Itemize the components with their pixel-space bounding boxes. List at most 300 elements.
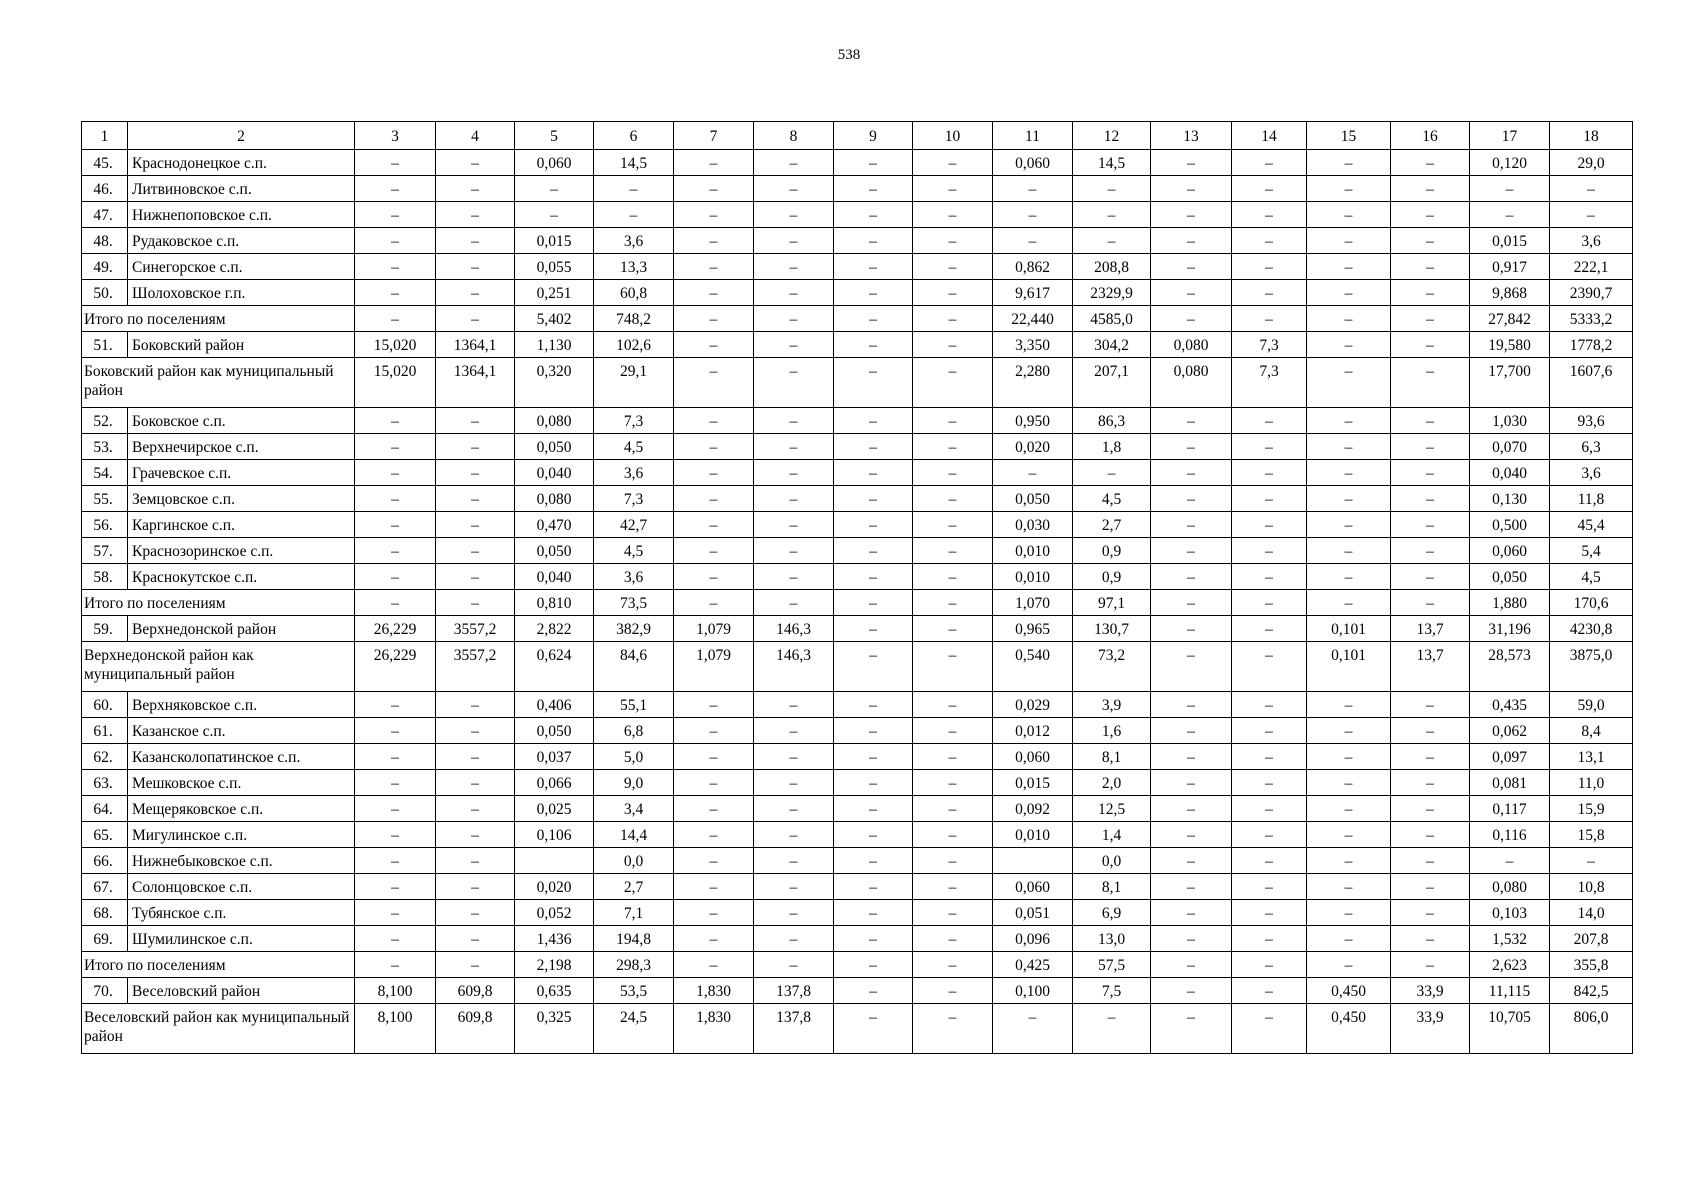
table-cell: 7,5 bbox=[1073, 978, 1151, 1004]
table-cell: – bbox=[834, 692, 913, 718]
table-cell: 14,0 bbox=[1550, 900, 1633, 926]
row-number: 68. bbox=[82, 900, 128, 926]
row-number: 56. bbox=[82, 512, 128, 538]
table-cell: – bbox=[1391, 796, 1470, 822]
table-cell: – bbox=[834, 770, 913, 796]
table-cell: – bbox=[1307, 150, 1391, 176]
table-cell: – bbox=[1232, 978, 1307, 1004]
table-cell: 4,5 bbox=[594, 538, 674, 564]
table-cell: 5333,2 bbox=[1550, 306, 1633, 332]
table-cell: 1,079 bbox=[674, 616, 754, 642]
table-cell: 1364,1 bbox=[436, 332, 515, 358]
table-cell: 6,9 bbox=[1073, 900, 1151, 926]
table-cell: 7,3 bbox=[1232, 358, 1307, 408]
table-cell: – bbox=[913, 770, 993, 796]
table-cell: – bbox=[834, 176, 913, 202]
table-cell: – bbox=[1151, 228, 1232, 254]
table-cell: 6,3 bbox=[1550, 434, 1633, 460]
table-row bbox=[82, 900, 1633, 926]
table-cell: 3,6 bbox=[1550, 460, 1633, 486]
table-cell: 0,425 bbox=[993, 952, 1073, 978]
table-cell: – bbox=[674, 460, 754, 486]
table-cell: 137,8 bbox=[754, 978, 834, 1004]
table-cell: – bbox=[355, 952, 436, 978]
table-cell: 3,6 bbox=[594, 460, 674, 486]
row-label: Итого по поселениям bbox=[82, 590, 355, 616]
table-row bbox=[82, 150, 1633, 176]
table-cell: 4,5 bbox=[1550, 564, 1633, 590]
table-cell: – bbox=[1391, 280, 1470, 306]
table-cell: – bbox=[754, 822, 834, 848]
table-cell: – bbox=[1307, 176, 1391, 202]
table-cell: 0,097 bbox=[1470, 744, 1550, 770]
table-cell: – bbox=[913, 486, 993, 512]
table-cell: – bbox=[993, 460, 1073, 486]
table-cell: 29,1 bbox=[594, 358, 674, 408]
table-cell: – bbox=[674, 744, 754, 770]
row-name: Мигулинское с.п. bbox=[128, 822, 355, 848]
row-name: Краснодонецкое с.п. bbox=[128, 150, 355, 176]
table-cell: 6,8 bbox=[594, 718, 674, 744]
table-cell: – bbox=[834, 228, 913, 254]
table-cell: 3,6 bbox=[1550, 228, 1633, 254]
table-cell: – bbox=[1232, 952, 1307, 978]
table-cell: 0,040 bbox=[515, 564, 594, 590]
table-cell: – bbox=[436, 874, 515, 900]
table-cell: – bbox=[834, 202, 913, 228]
column-header: 2 bbox=[128, 122, 355, 150]
table-cell: – bbox=[1151, 642, 1232, 692]
table-cell: 3,6 bbox=[594, 228, 674, 254]
table-cell: 1,880 bbox=[1470, 590, 1550, 616]
table-cell: – bbox=[754, 228, 834, 254]
table-cell: 42,7 bbox=[594, 512, 674, 538]
table-cell: – bbox=[834, 744, 913, 770]
table-cell: 0,020 bbox=[993, 434, 1073, 460]
table-cell: 5,4 bbox=[1550, 538, 1633, 564]
table-cell: 748,2 bbox=[594, 306, 674, 332]
row-name: Земцовское с.п. bbox=[128, 486, 355, 512]
table-cell: – bbox=[674, 590, 754, 616]
table-cell: 86,3 bbox=[1073, 408, 1151, 434]
table-cell: – bbox=[674, 280, 754, 306]
table-cell: – bbox=[754, 874, 834, 900]
table-cell: – bbox=[355, 796, 436, 822]
row-name: Каргинское с.п. bbox=[128, 512, 355, 538]
table-cell: – bbox=[993, 228, 1073, 254]
table-cell: – bbox=[355, 538, 436, 564]
table-cell: – bbox=[1232, 590, 1307, 616]
table-cell: – bbox=[913, 512, 993, 538]
row-number: 53. bbox=[82, 434, 128, 460]
table-cell: – bbox=[1151, 770, 1232, 796]
table-cell: 9,868 bbox=[1470, 280, 1550, 306]
row-number: 66. bbox=[82, 848, 128, 874]
row-number: 61. bbox=[82, 718, 128, 744]
table-cell: – bbox=[913, 642, 993, 692]
table-cell: – bbox=[594, 176, 674, 202]
column-header: 1 bbox=[82, 122, 128, 150]
table-cell: – bbox=[1151, 822, 1232, 848]
table-row bbox=[82, 796, 1633, 822]
table-cell: 0,010 bbox=[993, 564, 1073, 590]
table-cell: – bbox=[1391, 538, 1470, 564]
table-cell: 0,010 bbox=[993, 538, 1073, 564]
table-cell: – bbox=[1151, 744, 1232, 770]
table-cell: – bbox=[834, 874, 913, 900]
table-cell: 0,0 bbox=[1073, 848, 1151, 874]
table-cell: 55,1 bbox=[594, 692, 674, 718]
table-cell: – bbox=[436, 718, 515, 744]
table-cell: 0,450 bbox=[1307, 978, 1391, 1004]
table-cell: 0,010 bbox=[993, 822, 1073, 848]
table-cell: 0,950 bbox=[993, 408, 1073, 434]
table-cell: – bbox=[355, 770, 436, 796]
column-header: 8 bbox=[754, 122, 834, 150]
column-header: 3 bbox=[355, 122, 436, 150]
table-cell: – bbox=[1307, 590, 1391, 616]
table-cell: – bbox=[834, 718, 913, 744]
data-table bbox=[81, 121, 1633, 1054]
table-cell: 609,8 bbox=[436, 1004, 515, 1054]
table-cell: – bbox=[834, 1004, 913, 1054]
table-cell: – bbox=[1307, 486, 1391, 512]
table-cell: 0,470 bbox=[515, 512, 594, 538]
table-cell: 609,8 bbox=[436, 978, 515, 1004]
table-cell: 0,029 bbox=[993, 692, 1073, 718]
column-header: 12 bbox=[1073, 122, 1151, 150]
table-cell: – bbox=[1151, 486, 1232, 512]
table-cell: – bbox=[1391, 254, 1470, 280]
table-cell: – bbox=[436, 796, 515, 822]
table-cell: – bbox=[674, 900, 754, 926]
table-cell: 170,6 bbox=[1550, 590, 1633, 616]
table-cell: 0,251 bbox=[515, 280, 594, 306]
table-cell: – bbox=[1232, 176, 1307, 202]
table-cell: 207,1 bbox=[1073, 358, 1151, 408]
table-cell: 14,5 bbox=[594, 150, 674, 176]
table-cell: – bbox=[1391, 770, 1470, 796]
table-cell: 842,5 bbox=[1550, 978, 1633, 1004]
table-cell: 11,115 bbox=[1470, 978, 1550, 1004]
row-name: Солонцовское с.п. bbox=[128, 874, 355, 900]
table-cell: – bbox=[674, 952, 754, 978]
subtotal-row bbox=[82, 1004, 1633, 1054]
row-number: 64. bbox=[82, 796, 128, 822]
table-cell: – bbox=[1391, 900, 1470, 926]
table-cell: 0,050 bbox=[515, 718, 594, 744]
row-number: 63. bbox=[82, 770, 128, 796]
table-cell: – bbox=[993, 1004, 1073, 1054]
table-cell: 9,0 bbox=[594, 770, 674, 796]
table-cell: – bbox=[674, 564, 754, 590]
table-cell: 26,229 bbox=[355, 642, 436, 692]
table-cell: 0,070 bbox=[1470, 434, 1550, 460]
table-cell: 0,015 bbox=[515, 228, 594, 254]
table-row bbox=[82, 408, 1633, 434]
table-cell: 0,060 bbox=[993, 744, 1073, 770]
table-cell: 24,5 bbox=[594, 1004, 674, 1054]
table-cell: – bbox=[834, 952, 913, 978]
table-cell: – bbox=[1307, 202, 1391, 228]
subtotal-row bbox=[82, 358, 1633, 408]
table-cell: 1,830 bbox=[674, 1004, 754, 1054]
table-cell: 3,4 bbox=[594, 796, 674, 822]
table-cell: 53,5 bbox=[594, 978, 674, 1004]
table-row bbox=[82, 848, 1633, 874]
table-cell: – bbox=[1151, 434, 1232, 460]
row-name: Литвиновское с.п. bbox=[128, 176, 355, 202]
table-cell: – bbox=[1307, 900, 1391, 926]
table-cell: – bbox=[1151, 538, 1232, 564]
table-cell: 22,440 bbox=[993, 306, 1073, 332]
table-cell: – bbox=[1307, 460, 1391, 486]
table-cell: – bbox=[1307, 332, 1391, 358]
table-cell: 5,0 bbox=[594, 744, 674, 770]
table-cell: – bbox=[754, 848, 834, 874]
column-header: 10 bbox=[913, 122, 993, 150]
table-cell: – bbox=[913, 564, 993, 590]
row-number: 70. bbox=[82, 978, 128, 1004]
table-cell: – bbox=[1550, 202, 1633, 228]
table-cell: 0,435 bbox=[1470, 692, 1550, 718]
table-cell: – bbox=[834, 616, 913, 642]
row-number: 60. bbox=[82, 692, 128, 718]
table-cell: – bbox=[355, 512, 436, 538]
table-cell: – bbox=[355, 926, 436, 952]
table-cell: – bbox=[754, 744, 834, 770]
table-cell: – bbox=[754, 900, 834, 926]
table-cell: 0,080 bbox=[515, 486, 594, 512]
table-cell: 2,198 bbox=[515, 952, 594, 978]
page-number: 538 bbox=[837, 47, 861, 63]
table-cell: – bbox=[674, 434, 754, 460]
table-cell: – bbox=[1232, 900, 1307, 926]
table-cell: – bbox=[594, 202, 674, 228]
table-cell: 382,9 bbox=[594, 616, 674, 642]
table-cell: 26,229 bbox=[355, 616, 436, 642]
table-cell: – bbox=[913, 900, 993, 926]
table-cell: 3557,2 bbox=[436, 642, 515, 692]
table-cell: – bbox=[1232, 770, 1307, 796]
table-cell: – bbox=[436, 926, 515, 952]
table-cell: 0,101 bbox=[1307, 642, 1391, 692]
table-cell: 0,050 bbox=[515, 434, 594, 460]
table-cell: – bbox=[754, 796, 834, 822]
table-cell: – bbox=[834, 306, 913, 332]
table-cell: – bbox=[1391, 176, 1470, 202]
table-cell: 1,4 bbox=[1073, 822, 1151, 848]
table-cell: – bbox=[834, 512, 913, 538]
table-cell: – bbox=[355, 176, 436, 202]
table-cell: 0,015 bbox=[1470, 228, 1550, 254]
table-cell: – bbox=[1391, 926, 1470, 952]
table-cell: – bbox=[515, 202, 594, 228]
table-cell: – bbox=[834, 538, 913, 564]
table-cell: – bbox=[1307, 512, 1391, 538]
table-cell: – bbox=[834, 254, 913, 280]
table-cell: – bbox=[355, 408, 436, 434]
table-cell: – bbox=[1151, 900, 1232, 926]
table-cell: – bbox=[436, 900, 515, 926]
row-name: Веселовский район bbox=[128, 978, 355, 1004]
table-cell: 0,096 bbox=[993, 926, 1073, 952]
table-cell: 0,037 bbox=[515, 744, 594, 770]
table-cell: – bbox=[1307, 848, 1391, 874]
table-cell: – bbox=[913, 460, 993, 486]
table-cell: – bbox=[993, 176, 1073, 202]
table-cell: – bbox=[1307, 564, 1391, 590]
table-cell: 0,055 bbox=[515, 254, 594, 280]
row-number: 45. bbox=[82, 150, 128, 176]
table-cell: – bbox=[1232, 796, 1307, 822]
table-cell: 0,050 bbox=[993, 486, 1073, 512]
table-cell: 298,3 bbox=[594, 952, 674, 978]
table-cell: – bbox=[1391, 434, 1470, 460]
table-cell: 2390,7 bbox=[1550, 280, 1633, 306]
table-cell: – bbox=[1232, 692, 1307, 718]
row-name: Нижнепоповское с.п. bbox=[128, 202, 355, 228]
table-cell: – bbox=[1391, 408, 1470, 434]
table-cell: – bbox=[674, 228, 754, 254]
table-cell: – bbox=[754, 590, 834, 616]
table-cell: – bbox=[1470, 848, 1550, 874]
table-cell: – bbox=[1307, 796, 1391, 822]
table-cell: 0,325 bbox=[515, 1004, 594, 1054]
table-cell: – bbox=[1151, 150, 1232, 176]
table-cell: 0,040 bbox=[1470, 460, 1550, 486]
table-cell: – bbox=[1550, 176, 1633, 202]
row-number: 62. bbox=[82, 744, 128, 770]
table-cell: – bbox=[913, 952, 993, 978]
table-cell: – bbox=[1307, 718, 1391, 744]
table-cell: – bbox=[834, 408, 913, 434]
table-cell: 17,700 bbox=[1470, 358, 1550, 408]
table-row bbox=[82, 744, 1633, 770]
table-cell: – bbox=[834, 848, 913, 874]
table-cell: – bbox=[913, 150, 993, 176]
table-cell: – bbox=[674, 176, 754, 202]
table-cell: – bbox=[913, 822, 993, 848]
row-name: Рудаковское с.п. bbox=[128, 228, 355, 254]
table-cell: 45,4 bbox=[1550, 512, 1633, 538]
table-row bbox=[82, 434, 1633, 460]
table-cell: 13,1 bbox=[1550, 744, 1633, 770]
row-label: Боковский район как муниципальный район bbox=[82, 358, 355, 408]
table-cell: – bbox=[1391, 512, 1470, 538]
table-cell: – bbox=[1307, 434, 1391, 460]
table-cell: – bbox=[355, 150, 436, 176]
table-cell: – bbox=[1151, 176, 1232, 202]
table-cell: 60,8 bbox=[594, 280, 674, 306]
table-cell: – bbox=[1391, 332, 1470, 358]
table-cell: 2,7 bbox=[1073, 512, 1151, 538]
table-cell: – bbox=[1151, 1004, 1232, 1054]
table-cell: 19,580 bbox=[1470, 332, 1550, 358]
table-cell: 2,623 bbox=[1470, 952, 1550, 978]
table-cell: 4,5 bbox=[594, 434, 674, 460]
table-cell: 0,320 bbox=[515, 358, 594, 408]
table-cell: – bbox=[834, 926, 913, 952]
column-header: 7 bbox=[674, 122, 754, 150]
table-cell: 97,1 bbox=[1073, 590, 1151, 616]
table-cell: – bbox=[1073, 1004, 1151, 1054]
table-cell: – bbox=[834, 486, 913, 512]
table-cell: 13,7 bbox=[1391, 642, 1470, 692]
row-name: Казанское с.п. bbox=[128, 718, 355, 744]
table-row bbox=[82, 616, 1633, 642]
table-cell: – bbox=[1307, 770, 1391, 796]
table-cell: – bbox=[1391, 952, 1470, 978]
table-row bbox=[82, 202, 1633, 228]
table-cell: 0,062 bbox=[1470, 718, 1550, 744]
table-cell bbox=[993, 848, 1073, 874]
table-cell: – bbox=[674, 770, 754, 796]
table-cell: 31,196 bbox=[1470, 616, 1550, 642]
table-cell: – bbox=[1232, 926, 1307, 952]
row-name: Верхняковское с.п. bbox=[128, 692, 355, 718]
table-cell: 0,066 bbox=[515, 770, 594, 796]
table-cell: 12,5 bbox=[1073, 796, 1151, 822]
table-cell: – bbox=[674, 150, 754, 176]
table-cell: 1,079 bbox=[674, 642, 754, 692]
table-cell: 0,917 bbox=[1470, 254, 1550, 280]
table-cell: – bbox=[436, 538, 515, 564]
table-cell: 8,1 bbox=[1073, 744, 1151, 770]
table-cell: 0,965 bbox=[993, 616, 1073, 642]
row-name: Шолоховское г.п. bbox=[128, 280, 355, 306]
table-cell: – bbox=[1232, 642, 1307, 692]
table-cell: – bbox=[913, 744, 993, 770]
row-number: 55. bbox=[82, 486, 128, 512]
table-cell: – bbox=[754, 770, 834, 796]
row-number: 65. bbox=[82, 822, 128, 848]
table-cell: 1,8 bbox=[1073, 434, 1151, 460]
table-cell: – bbox=[1151, 926, 1232, 952]
table-cell: 2,822 bbox=[515, 616, 594, 642]
column-header: 4 bbox=[436, 122, 515, 150]
table-cell: 84,6 bbox=[594, 642, 674, 692]
table-cell: – bbox=[436, 434, 515, 460]
table-cell: – bbox=[1073, 202, 1151, 228]
column-header-row bbox=[82, 122, 1633, 150]
table-row bbox=[82, 254, 1633, 280]
row-number: 46. bbox=[82, 176, 128, 202]
row-number: 48. bbox=[82, 228, 128, 254]
table-cell: – bbox=[754, 538, 834, 564]
table-cell: 146,3 bbox=[754, 642, 834, 692]
row-name: Краснокутское с.п. bbox=[128, 564, 355, 590]
table-cell: 27,842 bbox=[1470, 306, 1550, 332]
row-number: 50. bbox=[82, 280, 128, 306]
table-cell: 130,7 bbox=[1073, 616, 1151, 642]
table-cell: – bbox=[913, 796, 993, 822]
table-cell: – bbox=[1391, 228, 1470, 254]
table-cell: – bbox=[436, 280, 515, 306]
table-cell: 208,8 bbox=[1073, 254, 1151, 280]
table-cell: – bbox=[754, 718, 834, 744]
table-cell: 0,080 bbox=[1470, 874, 1550, 900]
table-cell: – bbox=[913, 358, 993, 408]
table-cell: – bbox=[1391, 874, 1470, 900]
table-cell: 7,1 bbox=[594, 900, 674, 926]
table-cell: – bbox=[1232, 254, 1307, 280]
row-name: Нижнебыковское с.п. bbox=[128, 848, 355, 874]
table-cell: 0,025 bbox=[515, 796, 594, 822]
table-cell: – bbox=[1470, 176, 1550, 202]
table-cell: – bbox=[1232, 822, 1307, 848]
table-cell: 1,070 bbox=[993, 590, 1073, 616]
